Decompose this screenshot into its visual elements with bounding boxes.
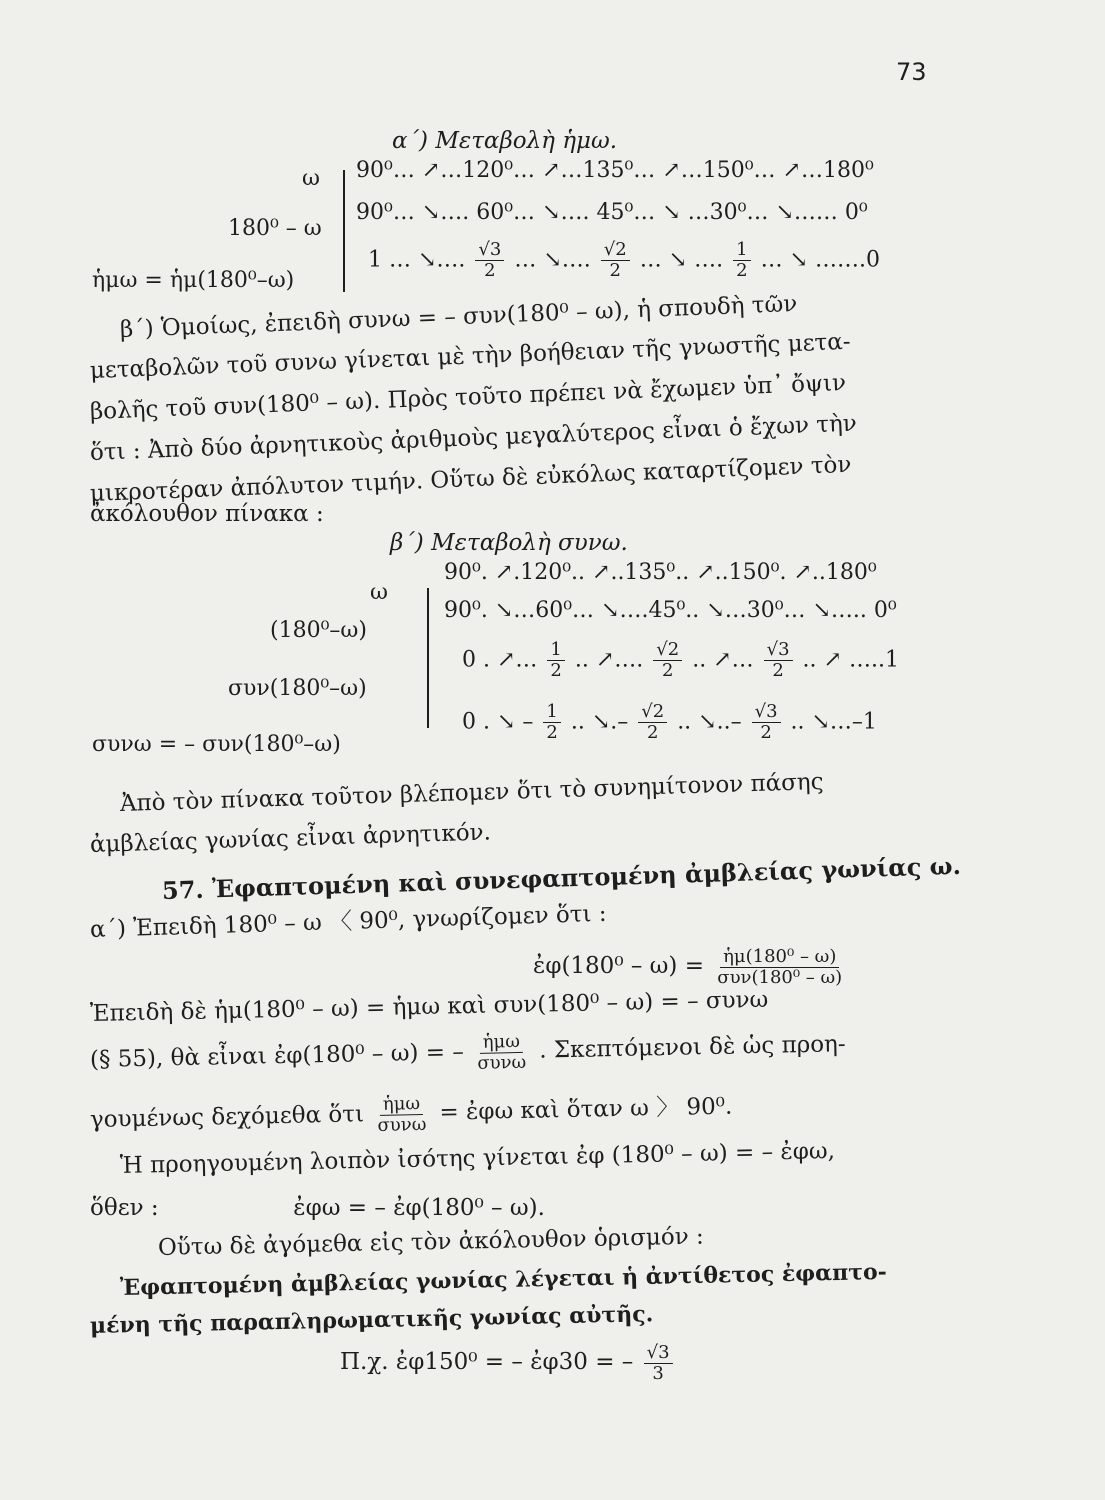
para-b-line-1: β΄) Ὁμοίως, ἐπειδὴ συνω = – συν(180⁰ – ω), ἡ σπουδὴ τῶν	[119, 290, 798, 343]
eq1-lhs: ἐφ(180⁰ – ω) =	[533, 953, 704, 979]
table-b-r4-s0: 0 . ↘ –	[462, 709, 534, 735]
table-b-r3-s0: 0 . ↗…	[462, 647, 538, 673]
para-b-line-4: ὅτι : Ἀπὸ δύο ἀρνητικοὺς ἀριθμοὺς μεγαλύτερος εἶναι ὁ ἔχων τὴν	[89, 410, 858, 466]
para-b-line-5: μικροτέραν ἀπόλυτον τιμήν. Οὕτω δὲ εὐκόλως καταρτίζομεν τὸν	[89, 451, 852, 507]
section-57-line-1: α΄) Ἐπειδὴ 180⁰ – ω 〈 90⁰, γνωρίζομεν ὅτι :	[89, 900, 607, 943]
fraction-1-over-2: $\frac{1}{2}$	[547, 640, 564, 681]
table-a-r3-s3: … ↘….	[514, 247, 591, 273]
table-a-row-supplement: 90⁰… ↘…. 60⁰… ↘…. 45⁰… ↘ …30⁰… ↘…… 0⁰	[356, 200, 868, 225]
table-b-caption: β΄) Μεταβολὴ συνω.	[390, 530, 628, 556]
table-b-label-supplement: (180⁰–ω)	[270, 618, 367, 643]
after-table-line-1: Ἀπὸ τὸν πίνακα τοῦτον βλέπομεν ὅτι τὸ συνημίτονον πάσης	[119, 768, 824, 817]
table-b-label-omega: ω	[370, 580, 388, 605]
table-a-row-omega: 90⁰… ↗…120⁰… ↗…135⁰… ↗…150⁰… ↗…180⁰	[356, 158, 874, 183]
section-57-line-4	[90, 1087, 733, 1142]
line-3-text-b: . Σκεπτόμενοι δὲ ὡς προη-	[539, 1031, 846, 1064]
table-b-brace	[427, 588, 429, 728]
fraction-sqrt3-over-2: $\frac{√3}{2}$	[764, 640, 793, 681]
section-57-line-7: Οὕτω δὲ ἀγόμεθα εἰς τὸν ἀκόλουθον ὁρισμόν :	[157, 1223, 705, 1261]
table-b-row-cos	[462, 702, 877, 743]
fraction-sqrt3-over-2: $\frac{√3}{2}$	[752, 702, 781, 743]
para-b-line-6: ἀκόλουθον πίνακα :	[90, 501, 324, 527]
table-b-r3-s9: .. ↗ …..1	[802, 647, 899, 673]
table-a-r3-s6: … ↘ ….	[639, 247, 724, 273]
fraction-sqrt3-over-3: $\frac{√3}{3}$	[644, 1343, 673, 1384]
table-b-label-cos: συνω = – συν(180⁰–ω)	[92, 732, 341, 757]
fraction-sqrt2-over-2: $\frac{√2}{2}$	[638, 702, 667, 743]
fraction-sine-over-cosine: $\frac{\text{ἡμω}}{\text{συνω}}$	[377, 1092, 427, 1136]
section-57-line-5: Ἡ προηγουμένη λοιπὸν ἰσότης γίνεται ἐφ (180⁰ – ω) = – ἐφω,	[119, 1138, 836, 1179]
after-table-line-2: ἀμβλείας γωνίας εἶναι ἀρνητικόν.	[89, 819, 492, 858]
table-a-label-sine: ἡμω = ἡμ(180⁰–ω)	[92, 268, 295, 293]
table-a-brace	[343, 170, 345, 292]
table-b-r3-s3: .. ↗….	[574, 647, 644, 673]
para-b-line-3: βολῆς τοῦ συν(180⁰ – ω). Πρὸς τοῦτο πρέπει νὰ ἔχωμεν ὑπ᾽ ὄψιν	[89, 369, 847, 425]
table-a-label-supplement: 180⁰ – ω	[228, 216, 322, 241]
eq1-fraction: $\frac{\text{ἡμ(180⁰ – ω)}}{\text{συν(180⁰ – ω)}}$	[717, 945, 843, 988]
table-b-r4-s9: .. ↘…–1	[790, 709, 877, 735]
example-text: Π.χ. ἐφ150⁰ = – ἐφ30 = –	[340, 1349, 634, 1375]
table-a-row-sine	[368, 240, 880, 281]
definition-line-1: Ἐφαπτομένη ἀμβλείας γωνίας λέγεται ἡ ἀντίθετος ἐφαπτο-	[119, 1258, 888, 1301]
section-57-line-2: Ἐπειδὴ δὲ ἡμ(180⁰ – ω) = ἡμω καὶ συν(180⁰ – ω) = – συνω	[89, 986, 769, 1027]
page-number: 73	[896, 58, 927, 86]
para-b-line-2: μεταβολῶν τοῦ συνω γίνεται μὲ τὴν βοήθειαν τῆς γνωστῆς μετα-	[89, 328, 852, 384]
table-a-label-omega: ω	[302, 166, 320, 191]
table-b-row-omega: 90⁰. ↗.120⁰.. ↗..135⁰.. ↗..150⁰. ↗..180⁰	[444, 560, 877, 585]
line-6-text-a: ὅθεν :	[90, 1195, 159, 1221]
table-b-row-cos-supplement	[462, 640, 899, 681]
table-a-caption: α΄) Μεταβολὴ ἡμω.	[392, 128, 618, 154]
fraction-sqrt2-over-2: $\frac{√2}{2}$	[653, 640, 682, 681]
line-4-text-a: γουμένως δεχόμεθα ὅτι	[89, 1101, 365, 1133]
line-6-text-b: ἐφω = – ἐφ(180⁰ – ω).	[293, 1195, 545, 1221]
table-b-r4-s6: .. ↘..–	[677, 709, 742, 735]
line-4-text-b: = ἐφω καὶ ὅταν ω 〉 90⁰.	[439, 1093, 733, 1126]
fraction-1-over-2: $\frac{1}{2}$	[543, 702, 560, 743]
fraction-sine-over-cosine: $\frac{\text{ἡμω}}{\text{συνω}}$	[477, 1030, 527, 1074]
section-57-title: 57. Ἐφαπτομένη καὶ συνεφαπτομένη ἀμβλείας γωνίας ω.	[161, 850, 962, 905]
table-b-r4-s3: .. ↘.–	[570, 709, 629, 735]
fraction-sqrt2-over-2: $\frac{√2}{2}$	[601, 240, 630, 281]
table-a-r3-s9: … ↘ …….0	[760, 247, 880, 273]
example-line	[340, 1342, 676, 1384]
table-b-label-cos-supplement: συν(180⁰–ω)	[228, 676, 367, 701]
line-3-text-a: (§ 55), θὰ εἶναι ἐφ(180⁰ – ω) = –	[89, 1039, 465, 1073]
fraction-1-over-2: $\frac{1}{2}$	[733, 240, 750, 281]
section-57-line-3	[90, 1024, 846, 1081]
definition-line-2: μένη τῆς παραπληρωματικῆς γωνίας αὐτῆς.	[89, 1301, 654, 1339]
fraction-sqrt3-over-2: $\frac{√3}{2}$	[475, 240, 504, 281]
table-b-r3-s6: .. ↗…	[692, 647, 754, 673]
table-b-row-supplement: 90⁰. ↘…60⁰… ↘….45⁰.. ↘…30⁰… ↘….. 0⁰	[444, 598, 897, 623]
table-a-r3-s0: 1 … ↘….	[368, 247, 466, 273]
